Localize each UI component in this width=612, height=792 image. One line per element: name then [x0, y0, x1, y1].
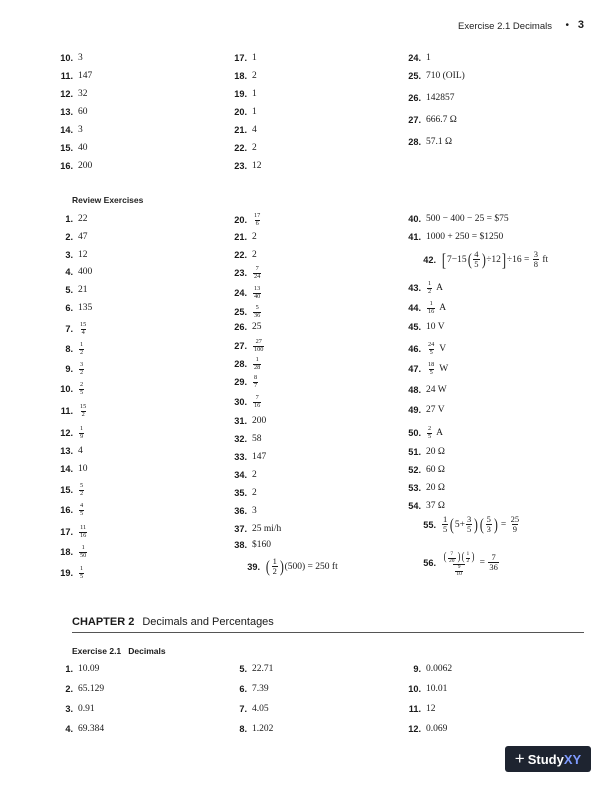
answer-item: 11. 147 — [60, 71, 93, 81]
answer-item: 40. 500 − 400 − 25 = $75 — [408, 214, 509, 224]
answer-item: 4. 69.384 — [65, 724, 105, 734]
answer-item: 14. 3 — [60, 125, 83, 135]
answer-item: 1. 10.09 — [65, 664, 100, 674]
answer-42: 42. [ 7 − 15 ( $\frac{4}{5}$ ) ÷ 12 ] ÷ 16 = $\frac{3}{8}$ ft — [423, 249, 549, 270]
running-head: Exercise 2.1 Decimals — [458, 21, 552, 32]
answer-item: 9. 0.0062 — [413, 664, 453, 674]
answer-item: 3. 12 — [65, 250, 88, 260]
bullet: • — [565, 20, 569, 31]
answer-item: 36. 3 — [234, 506, 257, 516]
answer-item: 41. 1000 + 250 = $1250 — [408, 232, 504, 242]
answer-item: 18. $\frac{1}{50}$ — [60, 544, 87, 559]
answer-item: 7. $\frac{15}{4}$ — [65, 321, 87, 336]
answer-item: 10. $\frac{2}{5}$ — [60, 381, 84, 396]
answer-item: 21. 2 — [234, 232, 257, 242]
studyxy-logo: + Study XY — [505, 746, 591, 772]
answer-item: 30. $\frac{7}{16}$ — [234, 394, 261, 409]
page-header — [0, 19, 612, 35]
answer-item: 49. 27 V — [408, 405, 445, 415]
answer-item: 24. $\frac{13}{40}$ — [234, 285, 261, 300]
answer-item: 9. $\frac{3}{2}$ — [65, 361, 84, 376]
answer-39: 39. ( $\frac{1}{2}$ ) (500) = 250 ft — [247, 556, 338, 576]
exercise-heading: Exercise 2.1 Decimals — [72, 646, 166, 656]
answer-item: 12. $\frac{1}{9}$ — [60, 425, 84, 440]
answer-item: 29. $\frac{8}{7}$ — [234, 374, 258, 389]
answer-item: 15. $\frac{5}{2}$ — [60, 482, 84, 497]
answer-56: 56. ( $\frac{7}{20}$ )( $\frac{1}{2}$ ) $\frac{9}{10}$ = $\frac{7}{36}$ — [423, 549, 498, 577]
answer-item: 6. 135 — [65, 303, 93, 313]
answer-item: 17. 1 — [234, 53, 257, 63]
answer-item: 44. $\frac{1}{16}$ A — [408, 300, 447, 315]
answer-item: 19. $\frac{1}{5}$ — [60, 565, 84, 580]
answer-item: 27. 666.7 Ω — [408, 115, 457, 125]
answer-item: 14. 10 — [60, 464, 88, 474]
answer-item: 48. 24 W — [408, 385, 447, 395]
answer-item: 46. $\frac{24}{5}$ V — [408, 341, 447, 356]
answer-item: 25. $\frac{5}{36}$ — [234, 304, 261, 319]
answer-item: 15. 40 — [60, 143, 88, 153]
answer-item: 1. 22 — [65, 214, 88, 224]
answer-item: 51. 20 Ω — [408, 447, 445, 457]
answer-item: 52. 60 Ω — [408, 465, 445, 475]
answer-item: 4. 400 — [65, 267, 93, 277]
answer-item: 16. $\frac{4}{5}$ — [60, 502, 84, 517]
answer-item: 8. $\frac{1}{2}$ — [65, 341, 84, 356]
answer-item: 21. 4 — [234, 125, 257, 135]
answer-item: 16. 200 — [60, 161, 93, 171]
answer-item: 10. 3 — [60, 53, 83, 63]
answer-item: 13. 4 — [60, 446, 83, 456]
answer-item: 25. 710 (OIL) — [408, 71, 465, 81]
answer-item: 43. $\frac{1}{2}$ A — [408, 280, 444, 295]
review-heading: Review Exercises — [72, 195, 144, 205]
answer-item: 24. 1 — [408, 53, 431, 63]
answer-item: 28. $\frac{1}{28}$ — [234, 356, 261, 371]
answer-item: 37. 25 mi/h — [234, 524, 282, 534]
answer-item: 6. 7.39 — [239, 684, 269, 694]
answer-item: 8. 1.202 — [239, 724, 274, 734]
answer-item: 45. 10 V — [408, 322, 445, 332]
answer-item: 27. $\frac{27}{100}$ — [234, 338, 264, 353]
answer-item: 26. 25 — [234, 322, 262, 332]
answer-item: 5. 22.71 — [239, 664, 274, 674]
answer-item: 34. 2 — [234, 470, 257, 480]
answer-55: 55. $\frac{1}{5}$ ( 5 + $\frac{3}{5}$ ) ( $\frac{5}{3}$ ) = $\frac{25}{9}$ — [423, 514, 520, 534]
answer-item: 54. 37 Ω — [408, 501, 445, 511]
answer-item: 12. 0.069 — [408, 724, 448, 734]
answer-item: 26. 142857 — [408, 93, 455, 103]
answer-item: 17. $\frac{11}{16}$ — [60, 524, 87, 539]
answer-item: 19. 1 — [234, 89, 257, 99]
answer-item: 18. 2 — [234, 71, 257, 81]
answer-item: 33. 147 — [234, 452, 267, 462]
answer-item: 32. 58 — [234, 434, 262, 444]
answer-item: 11. $\frac{15}{2}$ — [60, 403, 87, 418]
answer-item: 53. 20 Ω — [408, 483, 445, 493]
answer-item: 20. 1 — [234, 107, 257, 117]
answer-item: 7. 4.05 — [239, 704, 269, 714]
answer-item: 23. $\frac{7}{24}$ — [234, 265, 261, 280]
answer-item: 20. $\frac{17}{6}$ — [234, 212, 261, 227]
answer-item: 35. 2 — [234, 488, 257, 498]
answer-item: 22. 2 — [234, 250, 257, 260]
answer-item: 38. $160 — [234, 540, 271, 550]
answer-item: 23. 12 — [234, 161, 262, 171]
answer-item: 47. $\frac{18}{5}$ W — [408, 361, 449, 376]
answer-item: 50. $\frac{2}{5}$ A — [408, 425, 444, 440]
answer-item: 5. 21 — [65, 285, 88, 295]
answer-item: 10. 10.01 — [408, 684, 448, 694]
answer-item: 3. 0.91 — [65, 704, 95, 714]
answer-item: 22. 2 — [234, 143, 257, 153]
answer-item: 11. 12 — [408, 704, 436, 714]
answer-item: 12. 32 — [60, 89, 88, 99]
answer-item: 2. 47 — [65, 232, 88, 242]
answer-item: 28. 57.1 Ω — [408, 137, 453, 147]
answer-item: 31. 200 — [234, 416, 267, 426]
answer-item: 2. 65.129 — [65, 684, 105, 694]
page-number: 3 — [577, 19, 584, 31]
answer-item: 13. 60 — [60, 107, 88, 117]
chapter-heading: CHAPTER 2 Decimals and Percentages — [72, 612, 584, 633]
